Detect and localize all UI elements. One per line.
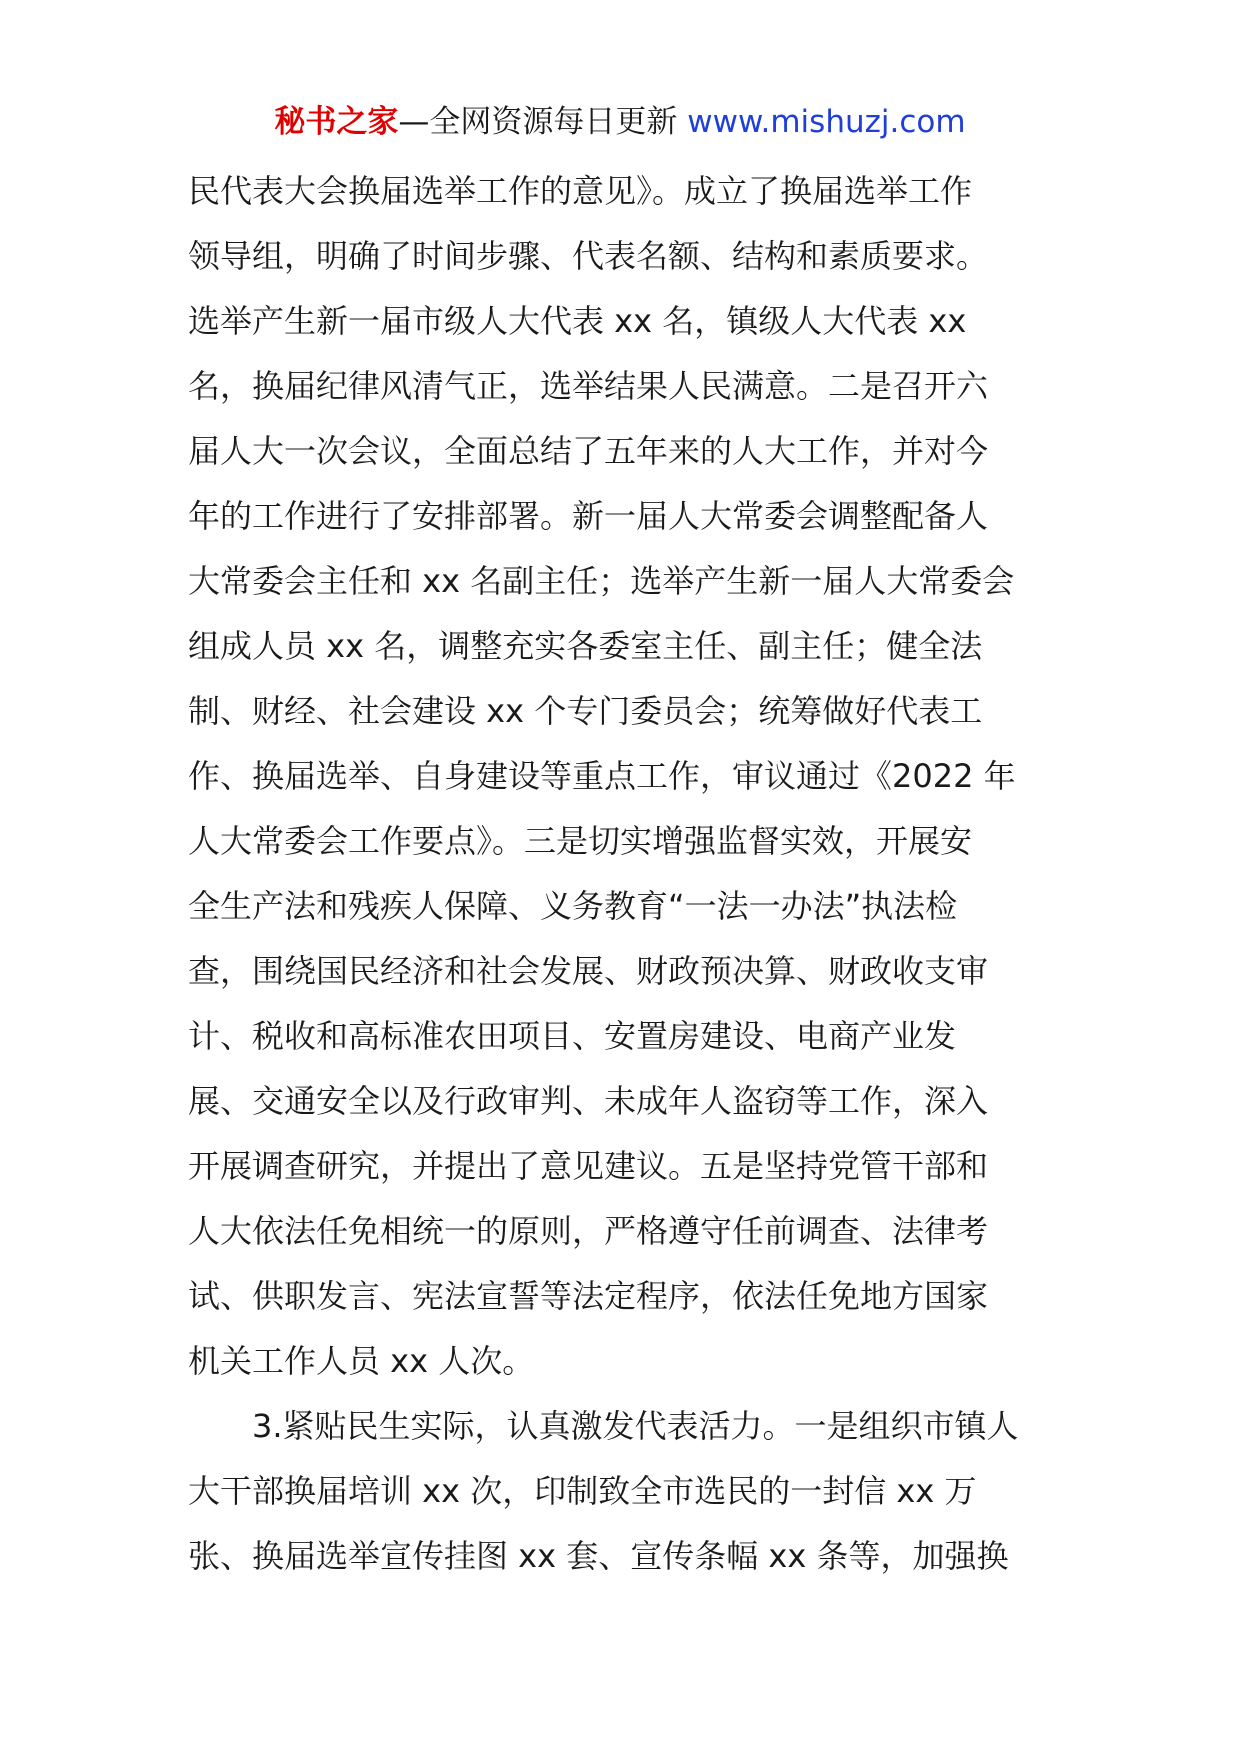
- text-line: 届人大一次会议，全面总结了五年来的人大工作，并对今: [188, 432, 989, 470]
- text-line: 试、供职发言、宪法宣誓等法定程序，依法任免地方国家: [188, 1277, 989, 1315]
- text-line: 人大常委会工作要点》。三是切实增强监督实效，开展安: [188, 822, 973, 860]
- text-line: 3.紧贴民生实际，认真激发代表活力。一是组织市镇人: [188, 1407, 1019, 1445]
- text-line: 年的工作进行了安排部署。新一届人大常委会调整配备人: [188, 497, 989, 535]
- text-line: 机关工作人员 xx 人次。: [188, 1342, 535, 1380]
- text-line: 作、换届选举、自身建设等重点工作，审议通过《2022 年: [188, 757, 1016, 795]
- text-line: 制、财经、社会建设 xx 个专门委员会；统筹做好代表工: [188, 692, 983, 730]
- text-line: 选举产生新一届市级人大代表 xx 名，镇级人大代表 xx: [188, 302, 967, 340]
- site-brand: 秘书之家: [274, 104, 399, 140]
- site-slogan: —全网资源每日更新: [398, 104, 688, 140]
- text-line: 民代表大会换届选举工作的意见》。成立了换届选举工作: [188, 172, 973, 210]
- text-line: 大常委会主任和 xx 名副主任；选举产生新一届人大常委会: [188, 562, 1015, 600]
- text-line: 开展调查研究，并提出了意见建议。五是坚持党管干部和: [188, 1147, 989, 1185]
- text-line: 张、换届选举宣传挂图 xx 套、宣传条幅 xx 条等，加强换: [188, 1537, 1009, 1575]
- document-body: [188, 159, 1060, 1589]
- text-line: 大干部换届培训 xx 次，印制致全市选民的一封信 xx 万: [188, 1472, 977, 1510]
- text-line: 领导组，明确了时间步骤、代表名额、结构和素质要求。: [188, 237, 989, 275]
- text-line: 组成人员 xx 名，调整充实各委室主任、副主任；健全法: [188, 627, 983, 665]
- text-line: 查，围绕国民经济和社会发展、财政预决算、财政收支审: [188, 952, 989, 990]
- text-line: 全生产法和残疾人保障、义务教育“一法一办法”执法检: [188, 887, 958, 925]
- site-url-link[interactable]: www.mishuzj.com: [687, 104, 966, 140]
- text-line: 计、税收和高标准农田项目、安置房建设、电商产业发: [188, 1017, 957, 1055]
- text-line: 人大依法任免相统一的原则，严格遵守任前调查、法律考: [188, 1212, 989, 1250]
- site-header: [0, 100, 1240, 144]
- text-line: 名，换届纪律风清气正，选举结果人民满意。二是召开六: [188, 367, 989, 405]
- text-line: 展、交通安全以及行政审判、未成年人盗窃等工作，深入: [188, 1082, 989, 1120]
